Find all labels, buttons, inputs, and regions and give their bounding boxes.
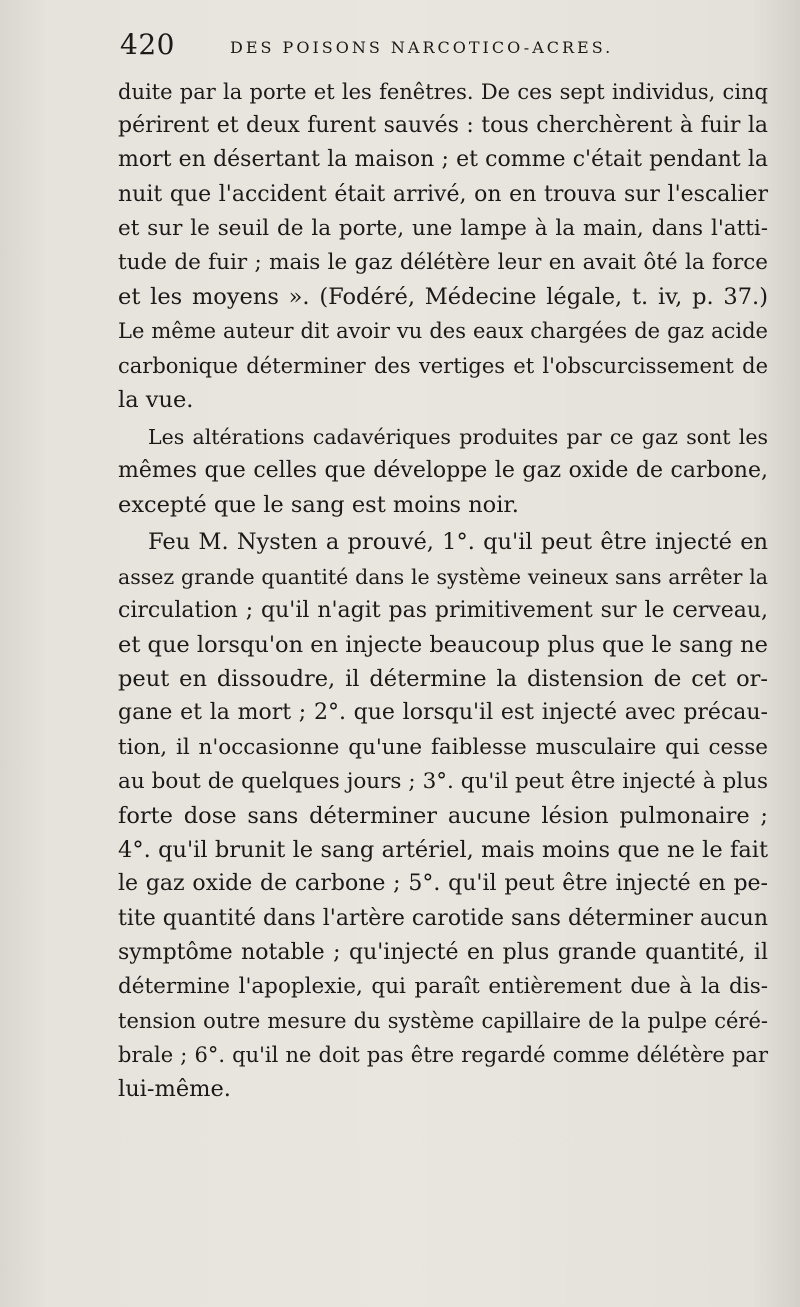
text-line-13: excepté que le sang est moins noir. bbox=[118, 492, 519, 519]
text-line-6: tude de fuir ; mais le gaz délétère leur en avait ôté la force bbox=[118, 249, 768, 275]
text-line-20: tion, il n'occasionne qu'une faiblesse musculaire qui cesse bbox=[118, 734, 768, 760]
text-line-28: tension outre mesure du système capillaire de la pulpe céré- bbox=[118, 1009, 768, 1034]
text-line-7: et les moyens ». (Fodéré, Médecine légale, t. iv, p. 37.) bbox=[118, 284, 768, 311]
text-line-5: et sur le seuil de la porte, une lampe à la main, dans l'atti- bbox=[118, 215, 768, 241]
text-line-14: Feu M. Nysten a prouvé, 1°. qu'il peut être injecté en bbox=[148, 529, 768, 556]
running-title: DES POISONS NARCOTICO-ACRES. bbox=[230, 38, 614, 57]
text-line-22: forte dose sans déterminer aucune lésion pulmonaire ; bbox=[118, 802, 768, 829]
text-line-4: nuit que l'accident était arrivé, on en trouva sur l'escalier bbox=[118, 181, 768, 207]
text-line-11: Les altérations cadavériques produites par ce gaz sont les bbox=[148, 424, 768, 449]
text-line-12: mêmes que celles que développe le gaz oxide de carbone, bbox=[118, 458, 768, 484]
text-line-9: carbonique déterminer des vertiges et l'obscurcissement de bbox=[118, 353, 768, 378]
text-line-29: brale ; 6°. qu'il ne doit pas être regardé comme délétère par bbox=[118, 1043, 768, 1068]
show-through-text-lower bbox=[90, 1060, 770, 1096]
text-line-30: lui-même. bbox=[118, 1076, 231, 1103]
text-line-2: périrent et deux furent sauvés : tous cherchèrent à fuir la bbox=[118, 113, 768, 139]
text-line-17: et que lorsqu'on en injecte beaucoup plus que le sang ne bbox=[118, 632, 768, 658]
text-line-16: circulation ; qu'il n'agit pas primitivement sur le cerveau, bbox=[118, 597, 768, 623]
text-line-1: duite par la porte et les fenêtres. De ces sept individus, cinq bbox=[118, 80, 768, 104]
body-text bbox=[118, 75, 768, 1107]
text-line-24: le gaz oxide de carbone ; 5°. qu'il peut être injecté en pe- bbox=[118, 871, 768, 897]
text-line-8: Le même auteur dit avoir vu des eaux chargées de gaz acide bbox=[118, 319, 768, 344]
text-line-27: détermine l'apoplexie, qui paraît entièrement due à la dis- bbox=[118, 973, 768, 999]
text-line-15: assez grande quantité dans le système veineux sans arrêter la bbox=[118, 564, 768, 589]
text-line-18: peut en dissoudre, il détermine la distension de cet or- bbox=[118, 666, 768, 693]
text-line-23: 4°. qu'il brunit le sang artériel, mais moins que ne le fait bbox=[118, 837, 768, 864]
text-line-3: mort en désertant la maison ; et comme c'était pendant la bbox=[118, 147, 768, 173]
text-line-25: tite quantité dans l'artère carotide sans déterminer aucun bbox=[118, 905, 768, 931]
page-number: 420 bbox=[120, 28, 175, 61]
text-line-19: gane et la mort ; 2°. que lorsqu'il est injecté avec précau- bbox=[118, 700, 768, 726]
text-line-21: au bout de quelques jours ; 3°. qu'il peut être injecté à plus bbox=[118, 768, 768, 794]
text-line-10: la vue. bbox=[118, 386, 194, 413]
text-line-26: symptôme notable ; qu'injecté en plus grande quantité, il bbox=[118, 939, 768, 965]
running-head bbox=[120, 28, 770, 68]
